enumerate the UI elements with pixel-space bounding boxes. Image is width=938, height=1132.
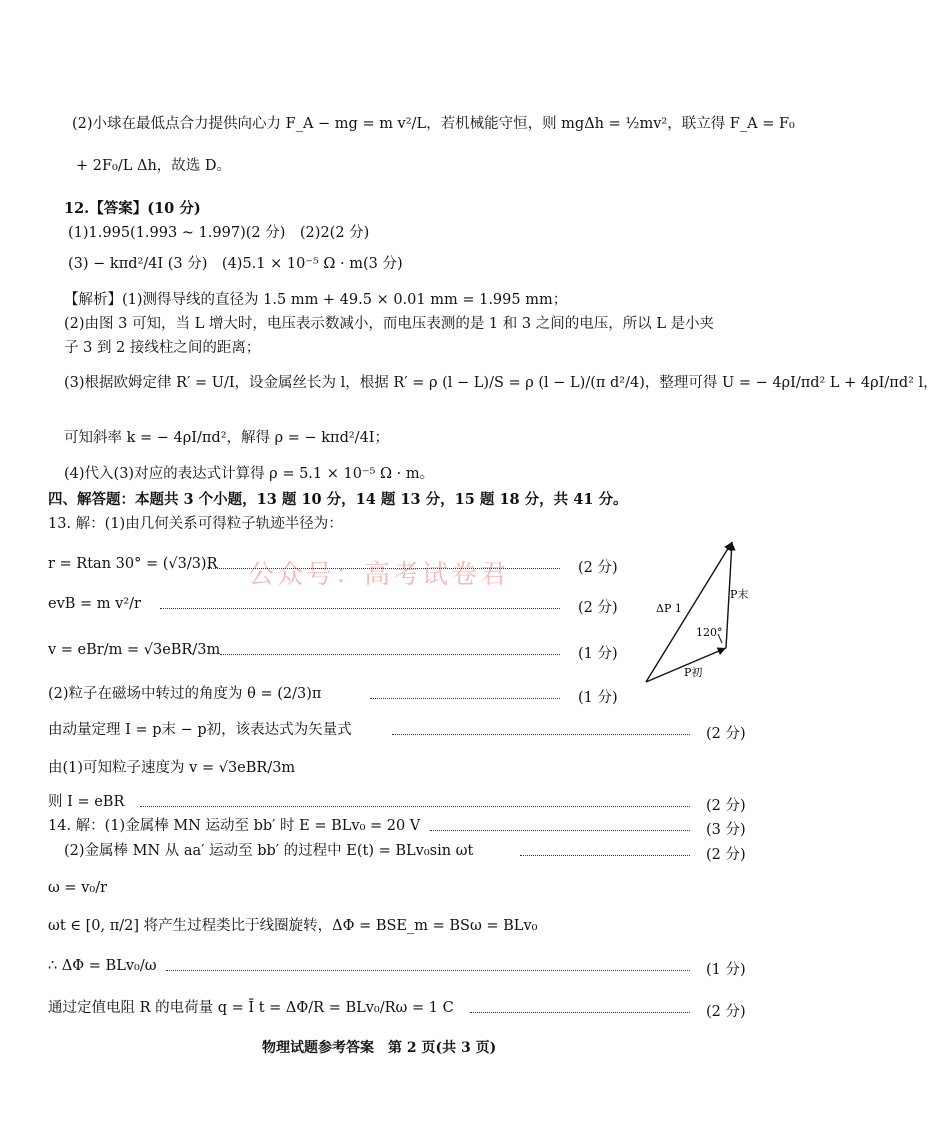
delta-p-label: ΔP 1 (656, 602, 682, 615)
dot-leader (140, 806, 690, 807)
text-line: (3)根据欧姆定律 R′ = U/I，设金属丝长为 l，根据 R′ = ρ (l − L)/S = ρ (l − L)/(π d²/4)，整理可得 U = − 4ρI/πd² L + 4ρI/πd² l， (64, 375, 938, 391)
text-line: 子 3 到 2 接线柱之间的距离； (64, 340, 261, 356)
text-line: + 2F₀/L Δh，故选 D。 (76, 158, 232, 174)
dot-leader (220, 654, 560, 655)
watermark: 公众号：高考试卷君 (248, 560, 510, 590)
text-line: 则 I = eBR (48, 794, 125, 810)
dot-leader (392, 734, 690, 735)
angle-label: 120° (696, 626, 723, 639)
momentum-triangle-diagram (610, 530, 760, 690)
text-line: ωt ∈ [0, π/2] 将产生过程类比于线圈旋转，ΔΦ = BSE_m = BSω = BLv₀ (48, 918, 538, 934)
p-end-label: P末 (730, 588, 749, 601)
text-line: 14. 解：(1)金属棒 MN 运动至 bb′ 时 E = BLv₀ = 20 V (48, 818, 421, 834)
dot-leader (160, 608, 560, 609)
section-heading: 四、解答题：本题共 3 个小题，13 题 10 分，14 题 13 分，15 题 18 分，共 41 分。 (48, 491, 628, 508)
score: (1 分) (578, 690, 618, 706)
equation: ω = v₀/r (48, 880, 108, 896)
text-line: 13. 解：(1)由几何关系可得粒子轨迹半径为： (48, 516, 343, 532)
score: (2 分) (706, 1004, 746, 1020)
dot-leader (430, 830, 690, 831)
score: (1 分) (578, 646, 618, 662)
text-line: 通过定值电阻 R 的电荷量 q = Ī t = ΔΦ/R = BLv₀/Rω = 1 C (48, 1000, 454, 1016)
section-heading: 12.【答案】(10 分) (64, 200, 201, 217)
equation: r = Rtan 30° = (√3/3)R (48, 556, 218, 572)
score: (1 分) (706, 962, 746, 978)
text-line: 【解析】(1)测得导线的直径为 1.5 mm + 49.5 × 0.01 mm = 1.995 mm； (64, 292, 568, 308)
dot-leader (208, 568, 560, 569)
text-line: 可知斜率 k = − 4ρI/πd²，解得 ρ = − kπd²/4I； (64, 430, 390, 446)
p-start-label: P初 (684, 666, 703, 679)
score: (2 分) (706, 798, 746, 814)
equation: evB = m v²/r (48, 596, 141, 612)
equation: v = eBr/m = √3eBR/3m (48, 642, 221, 658)
score: (2 分) (706, 847, 746, 863)
score: (2 分) (706, 726, 746, 742)
text-line: (2)小球在最低点合力提供向心力 F_A − mg = m v²/L，若机械能守恒，则 mgΔh = ½mv²，联立得 F_A = F₀ (72, 116, 795, 132)
score: (2 分) (578, 560, 618, 576)
dot-leader (470, 1012, 690, 1013)
text-line: (2)粒子在磁场中转过的角度为 θ = (2/3)π (48, 686, 322, 702)
score: (3 分) (706, 822, 746, 838)
dot-leader (520, 855, 690, 856)
text-line: 由(1)可知粒子速度为 v = √3eBR/3m (48, 760, 296, 776)
text-line: (2)由图 3 可知，当 L 增大时，电压表示数减小，而电压表测的是 1 和 3 之间的电压，所以 L 是小夹 (64, 316, 715, 332)
text-line: (3) − kπd²/4I (3 分) (4)5.1 × 10⁻⁵ Ω · m(3 分) (68, 256, 403, 272)
equation: ∴ ΔΦ = BLv₀/ω (48, 958, 157, 974)
text-line: (4)代入(3)对应的表达式计算得 ρ = 5.1 × 10⁻⁵ Ω · m。 (64, 466, 435, 482)
dot-leader (166, 970, 690, 971)
dot-leader (370, 698, 560, 699)
text-line: (2)金属棒 MN 从 aa′ 运动至 bb′ 的过程中 E(t) = BLv₀sin ωt (64, 843, 474, 859)
score: (2 分) (578, 600, 618, 616)
page-footer: 物理试题参考答案 第 2 页(共 3 页) (262, 1040, 497, 1056)
text-line: 由动量定理 I = p末 − p初，该表达式为矢量式 (48, 722, 352, 738)
text-line: (1)1.995(1.993 ~ 1.997)(2 分) (2)2(2 分) (68, 225, 370, 241)
